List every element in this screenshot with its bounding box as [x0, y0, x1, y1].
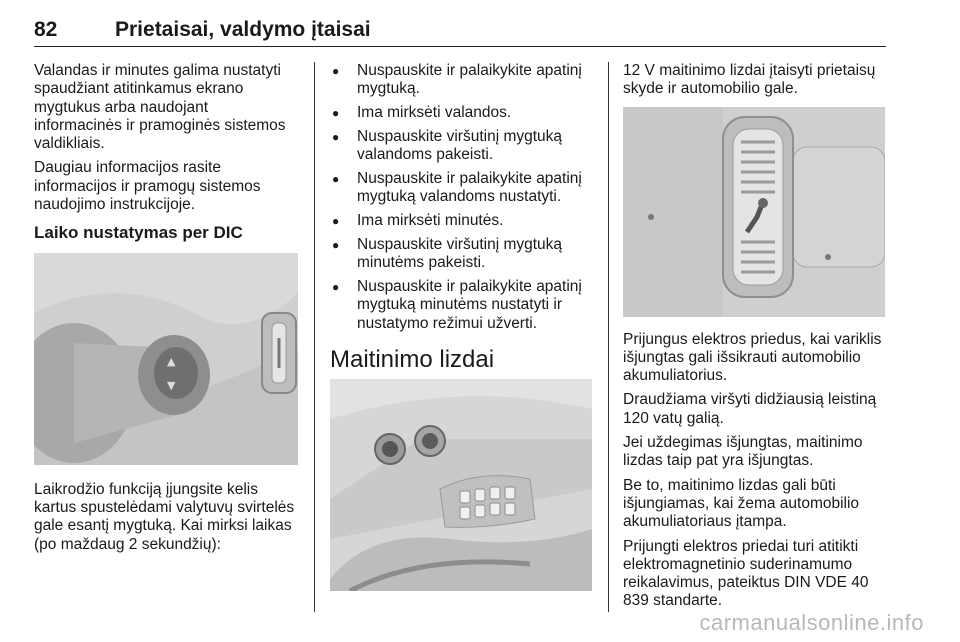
list-item: ● Ima mirksėti minutės. — [330, 212, 596, 230]
list-item: ● Nuspauskite ir palaikykite apatinį mygtuką valandoms nustatyti. — [330, 170, 596, 207]
paragraph: Jei uždegimas išjungtas, maitinimo lizdas taip pat yra išjungtas. — [623, 434, 863, 470]
svg-text:▲: ▲ — [167, 354, 176, 368]
svg-text:▼: ▼ — [167, 378, 176, 392]
list-item: ● Nuspauskite viršutinį mygtuką valandoms pakeisti. — [330, 128, 596, 165]
paragraph: 12 V maitinimo lizdai įtaisyti prietaisų skyde ir automobilio gale. — [623, 62, 876, 98]
section-heading-power-sockets: Maitinimo lizdai — [330, 345, 495, 373]
steps-list — [330, 62, 596, 333]
paragraph: Valandas ir minutes galima nustatyti spaudžiant atitinkamus ekrano mygtukus arba naudojant informacinės ir pramoginės sistemos valdikliais. — [34, 62, 286, 153]
chapter-title: Prietaisai, valdymo įtaisai — [115, 18, 371, 41]
page-number: 82 — [34, 18, 58, 41]
column-divider — [608, 62, 609, 612]
page-header — [34, 0, 886, 47]
paragraph: Laikrodžio funkciją įjungsite kelis kartus spustelėdami valytuvų svirtelės gale esantį mygtuką. Kai mirksi laikas (po maždaug 2 sekundžių): — [34, 480, 295, 553]
list-item: ● Ima mirksėti valandos. — [330, 104, 596, 122]
paragraph: Daugiau informacijos rasite informacijos ir pramogų sistemos naudojimo instrukcijoje. — [34, 159, 261, 214]
list-item: ● Nuspauskite ir palaikykite apatinį mygtuką. — [330, 62, 596, 99]
watermark-logo: carmanualsonline.info — [699, 610, 924, 635]
dashboard-socket-illustration — [330, 379, 592, 591]
paragraph: Be to, maitinimo lizdas gali būti išjungiamas, kai žema automobilio akumuliatoriaus įtampa. — [623, 476, 860, 531]
column-3 — [623, 62, 889, 617]
paragraph: Draudžiama viršyti didžiausią leistiną 120 vatų galią. — [623, 391, 877, 427]
column-divider — [314, 62, 315, 612]
wiper-lever-illustration — [34, 253, 298, 465]
list-item: ● Nuspauskite viršutinį mygtuką minutėms pakeisti. — [330, 236, 596, 273]
column-1 — [34, 62, 300, 560]
paragraph: Prijungti elektros priedai turi atitikti elektromagnetinio suderinamumo reikalavimus, pateiktus DIN VDE 40 839 standarte. — [623, 537, 869, 610]
paragraph: Prijungus elektros priedus, kai variklis išjungtas gali išsikrauti automobilio akumuliatorius. — [623, 330, 882, 385]
list-item: ● Nuspauskite ir palaikykite apatinį mygtuką minutėms nustatyti ir nustatymo režimui užverti. — [330, 278, 596, 333]
column-2 — [330, 62, 596, 591]
section-heading-dic: Laiko nustatymas per DIC — [34, 223, 243, 243]
rear-socket-illustration — [623, 107, 885, 317]
